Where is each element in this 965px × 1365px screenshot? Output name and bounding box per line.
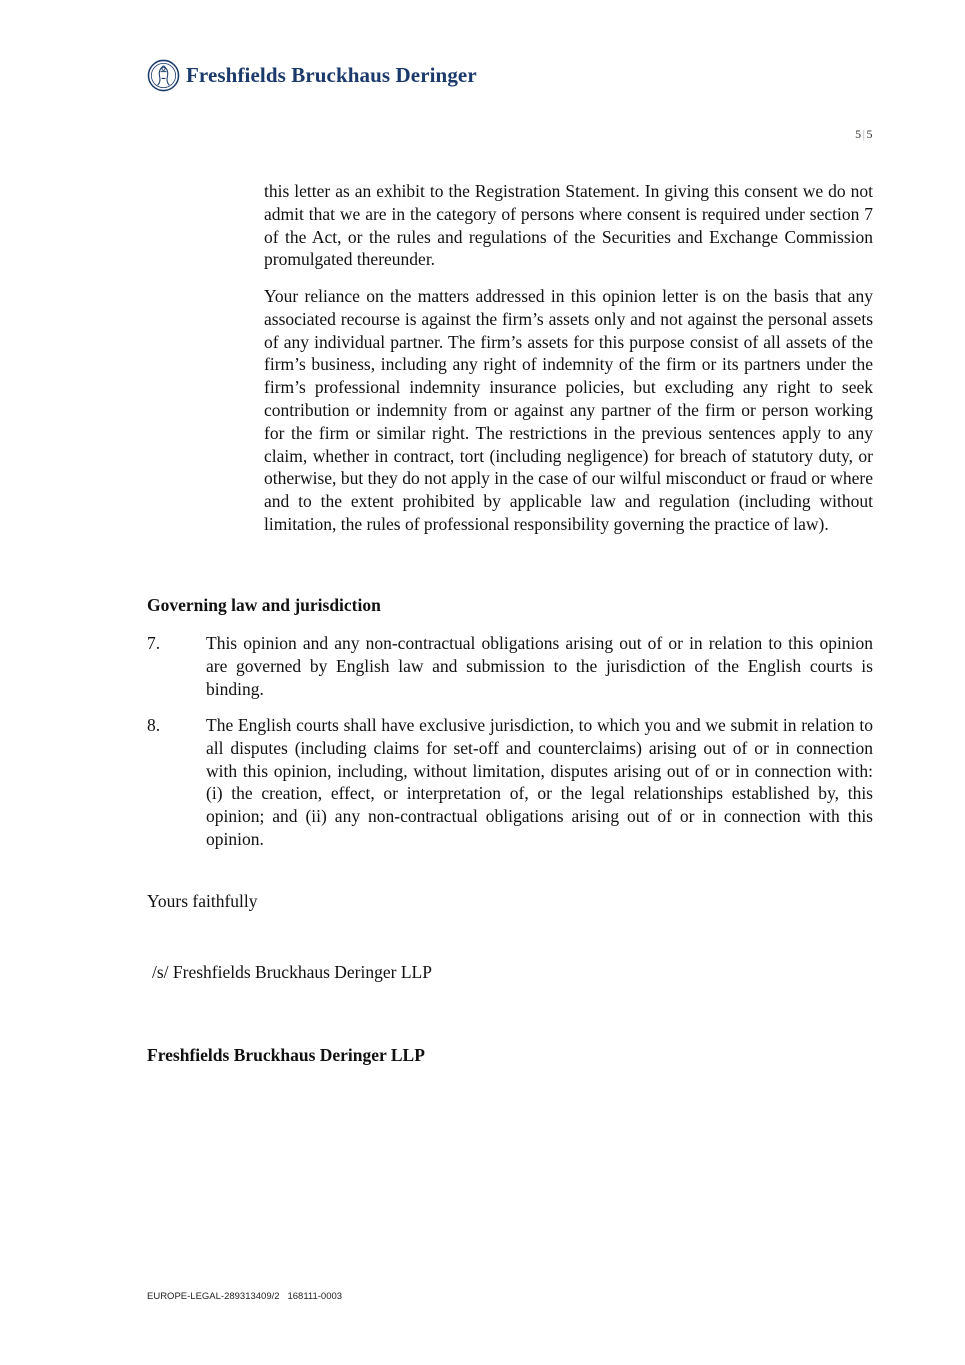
item-text: This opinion and any non-contractual obligations arising out of or in relation to this opinion are governed by English law and submission to the jurisdiction of the English courts is binding. — [206, 633, 873, 699]
body-paragraph-consent: this letter as an exhibit to the Registration Statement. In giving this consent we do not admit that we are in the category of persons where consent is required under section 7 of the Act, or the rules and regulations of the Securities and Exchange Commission promulgated thereunder. — [264, 181, 873, 270]
item-number: 8. — [147, 715, 161, 735]
item-text: The English courts shall have exclusive jurisdiction, to which you and we submit in relation to all disputes (including claims for set-off and counterclaims) arising out of or in connection with this opinion, including, without limitation, disputes arising out of or in connection with: (i) the creation, effect, or interpretation of, or the legal relationships established by, this opinion; and (ii) any non-contractual obligations arising out of or in connection with this opinion. — [206, 715, 873, 849]
document-reference: EUROPE-LEGAL-289313409/2 168111-0003 — [147, 1291, 343, 1302]
firm-logo-text: Freshfields Bruckhaus Deringer — [186, 62, 477, 87]
body-paragraph-reliance: Your reliance on the matters addressed in this opinion letter is on the basis that any associated recourse is against the firm’s assets only and not against the personal assets of any individual partner. The firm’s assets for this purpose consist of all assets of the firm’s business, including any right of indemnity of the firm or its partners under the firm’s professional indemnity insurance policies, but excluding any right to seek contribution or indemnity from or against any partner of the firm or person working for the firm or similar right. The restrictions in the previous sentences apply to any claim, whether in contract, tort (including negligence) for breach of statutory duty, or otherwise, but they do not apply in the case of our wilful misconduct or fraud or where and to the extent prohibited by applicable law and regulation (including without limitation, the rules of professional responsibility governing the practice of law). — [264, 286, 873, 534]
signatory-firm-name: Freshfields Bruckhaus Deringer LLP — [147, 1045, 425, 1065]
page-separator: | — [862, 127, 866, 141]
section-heading: Governing law and jurisdiction — [147, 595, 381, 615]
firm-logo — [147, 57, 477, 93]
seal-icon — [147, 59, 180, 92]
numbered-item-7 — [147, 632, 873, 700]
signature: /s/ Freshfields Bruckhaus Deringer LLP — [152, 962, 432, 982]
page-number — [855, 127, 873, 142]
page-total: 5 — [866, 127, 873, 141]
page-current: 5 — [855, 127, 862, 141]
closing-salutation: Yours faithfully — [147, 891, 258, 911]
numbered-item-8 — [147, 714, 873, 851]
item-number: 7. — [147, 633, 161, 653]
